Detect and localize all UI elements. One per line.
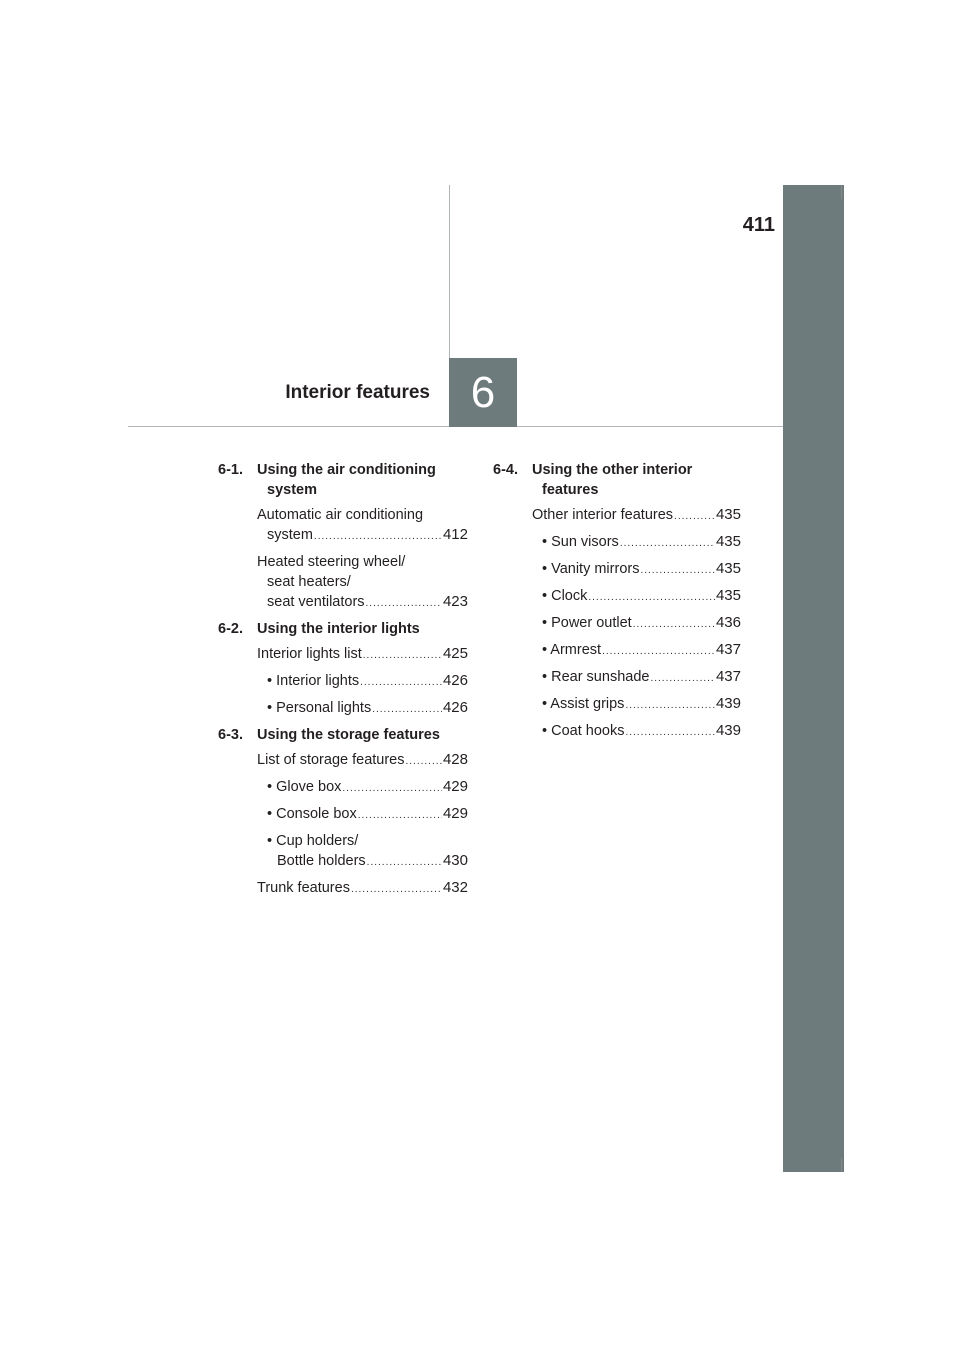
toc-entry[interactable] — [218, 644, 468, 666]
leader-dots — [342, 779, 442, 799]
toc-entry[interactable] — [493, 532, 741, 554]
toc-entry[interactable] — [218, 671, 468, 693]
toc-entry-page: 435 — [715, 587, 741, 604]
toc-entry-label: • Personal lights — [267, 700, 372, 716]
toc-entry[interactable] — [218, 777, 468, 799]
chapter-title: Interior features — [285, 382, 430, 403]
section-number: 6-1. — [218, 462, 243, 478]
leader-dots — [367, 853, 442, 873]
toc-entry-page: 428 — [442, 751, 468, 768]
toc-entry-row — [257, 644, 468, 666]
leader-dots — [406, 752, 442, 772]
section-number: 6-2. — [218, 621, 243, 637]
toc-entry-row — [257, 592, 468, 614]
toc-entry[interactable] — [493, 505, 741, 527]
toc-entry-page: 426 — [442, 672, 468, 689]
toc-entry-page: 435 — [715, 560, 741, 577]
crop-mark-top — [841, 185, 842, 199]
toc-entry-label: • Vanity mirrors — [542, 561, 640, 577]
toc-entry-page: 423 — [442, 593, 468, 610]
toc-entry-page: 436 — [715, 614, 741, 631]
toc-entry-label: Trunk features — [257, 880, 350, 896]
toc-entry-row — [267, 804, 468, 826]
toc-entry-row — [532, 505, 741, 527]
toc-entry-label: • Interior lights — [267, 673, 360, 689]
leader-dots — [588, 588, 715, 608]
leader-dots — [633, 615, 715, 635]
toc-entry-label: • Rear sunshade — [542, 669, 650, 685]
toc-entry[interactable] — [218, 831, 468, 873]
toc-entry-row — [267, 671, 468, 693]
toc-entry-label: Other interior features — [532, 507, 674, 523]
toc-entry[interactable] — [218, 750, 468, 772]
toc-entry-page: 412 — [442, 526, 468, 543]
toc-entry[interactable] — [218, 552, 468, 614]
toc-entry-row — [257, 525, 468, 547]
section-title-text: Using the other interior features — [532, 462, 693, 498]
toc-entry-row — [542, 694, 741, 716]
toc-entry-line: seat heaters/ — [267, 574, 351, 590]
toc-entry-label: seat ventilators — [267, 594, 365, 610]
toc-entry-label: • Power outlet — [542, 615, 632, 631]
toc-entry-row — [542, 613, 741, 635]
toc-entry-label: • Clock — [542, 588, 588, 604]
toc-entry-line: • Cup holders/ — [267, 833, 359, 849]
leader-dots — [360, 673, 442, 693]
toc-entry-page: 439 — [715, 695, 741, 712]
leader-dots — [366, 594, 442, 614]
section-title-text: Using the air conditioning system — [257, 462, 436, 498]
toc-column-right — [493, 460, 741, 743]
toc-entry-row — [542, 667, 741, 689]
section-title — [218, 619, 468, 639]
toc-entry-page: 437 — [715, 668, 741, 685]
leader-dots — [650, 669, 715, 689]
toc-entry-label: system — [267, 527, 313, 543]
toc-entry[interactable] — [218, 804, 468, 826]
toc-entry-line: Automatic air conditioning — [257, 507, 424, 523]
chapter-number-badge — [449, 358, 517, 427]
toc-entry-page: 429 — [442, 805, 468, 822]
toc-entry-label: • Armrest — [542, 642, 602, 658]
toc-entry-row — [542, 721, 741, 743]
toc-entry-label: Interior lights list — [257, 646, 362, 662]
section-title-text: Using the interior lights — [257, 621, 420, 637]
leader-dots — [351, 880, 442, 900]
toc-entry-label: List of storage features — [257, 752, 405, 768]
leader-dots — [602, 642, 715, 662]
toc-entry-label: • Console box — [267, 806, 357, 822]
section-title — [218, 725, 468, 745]
toc-entry-row — [542, 640, 741, 662]
section-number: 6-3. — [218, 727, 243, 743]
toc-entry-page: 439 — [715, 722, 741, 739]
leader-dots — [620, 534, 715, 554]
crop-mark-bottom — [841, 1158, 842, 1172]
leader-dots — [674, 507, 715, 527]
leader-dots — [314, 527, 442, 547]
toc-entry-row — [257, 750, 468, 772]
toc-entry-page: 425 — [442, 645, 468, 662]
section-title — [218, 460, 468, 500]
toc-entry[interactable] — [493, 640, 741, 662]
toc-column-left — [218, 460, 468, 900]
section-title-text: Using the storage features — [257, 727, 440, 743]
toc-entry-page: 429 — [442, 778, 468, 795]
page-number: 411 — [742, 214, 775, 236]
toc-entry-page: 426 — [442, 699, 468, 716]
toc-entry-page: 435 — [715, 533, 741, 550]
toc-entry-page: 435 — [715, 506, 741, 523]
toc-entry-row — [542, 532, 741, 554]
leader-dots — [625, 696, 715, 716]
toc-entry[interactable] — [493, 721, 741, 743]
toc-entry-label: • Sun visors — [542, 534, 619, 550]
toc-entry[interactable] — [493, 613, 741, 635]
chapter-number: 6 — [470, 367, 496, 417]
toc-entry-label: • Glove box — [267, 779, 342, 795]
toc-entry-row — [267, 698, 468, 720]
toc-entry-row — [542, 559, 741, 581]
side-tab — [783, 185, 844, 1172]
leader-dots — [372, 700, 442, 720]
toc-entry-page: 437 — [715, 641, 741, 658]
toc-entry[interactable] — [493, 694, 741, 716]
toc-entry-page: 432 — [442, 879, 468, 896]
toc-entry-row — [542, 586, 741, 608]
leader-dots — [363, 646, 442, 666]
toc-entry-label: • Coat hooks — [542, 723, 625, 739]
toc-entry-label: • Assist grips — [542, 696, 625, 712]
toc-entry-row — [267, 851, 468, 873]
toc-entry-row — [267, 777, 468, 799]
toc-entry-row — [257, 878, 468, 900]
toc-entry[interactable] — [493, 667, 741, 689]
leader-dots — [640, 561, 715, 581]
leader-dots — [358, 806, 442, 826]
toc-entry[interactable] — [493, 586, 741, 608]
section-number: 6-4. — [493, 462, 518, 478]
section-title — [493, 460, 741, 500]
toc-entry[interactable] — [493, 559, 741, 581]
toc-entry-line: Heated steering wheel/ — [257, 554, 406, 570]
toc-entry[interactable] — [218, 505, 468, 547]
toc-entry-label: Bottle holders — [277, 853, 366, 869]
toc-entry[interactable] — [218, 878, 468, 900]
toc-entry-page: 430 — [442, 852, 468, 869]
toc-entry[interactable] — [218, 698, 468, 720]
leader-dots — [625, 723, 715, 743]
